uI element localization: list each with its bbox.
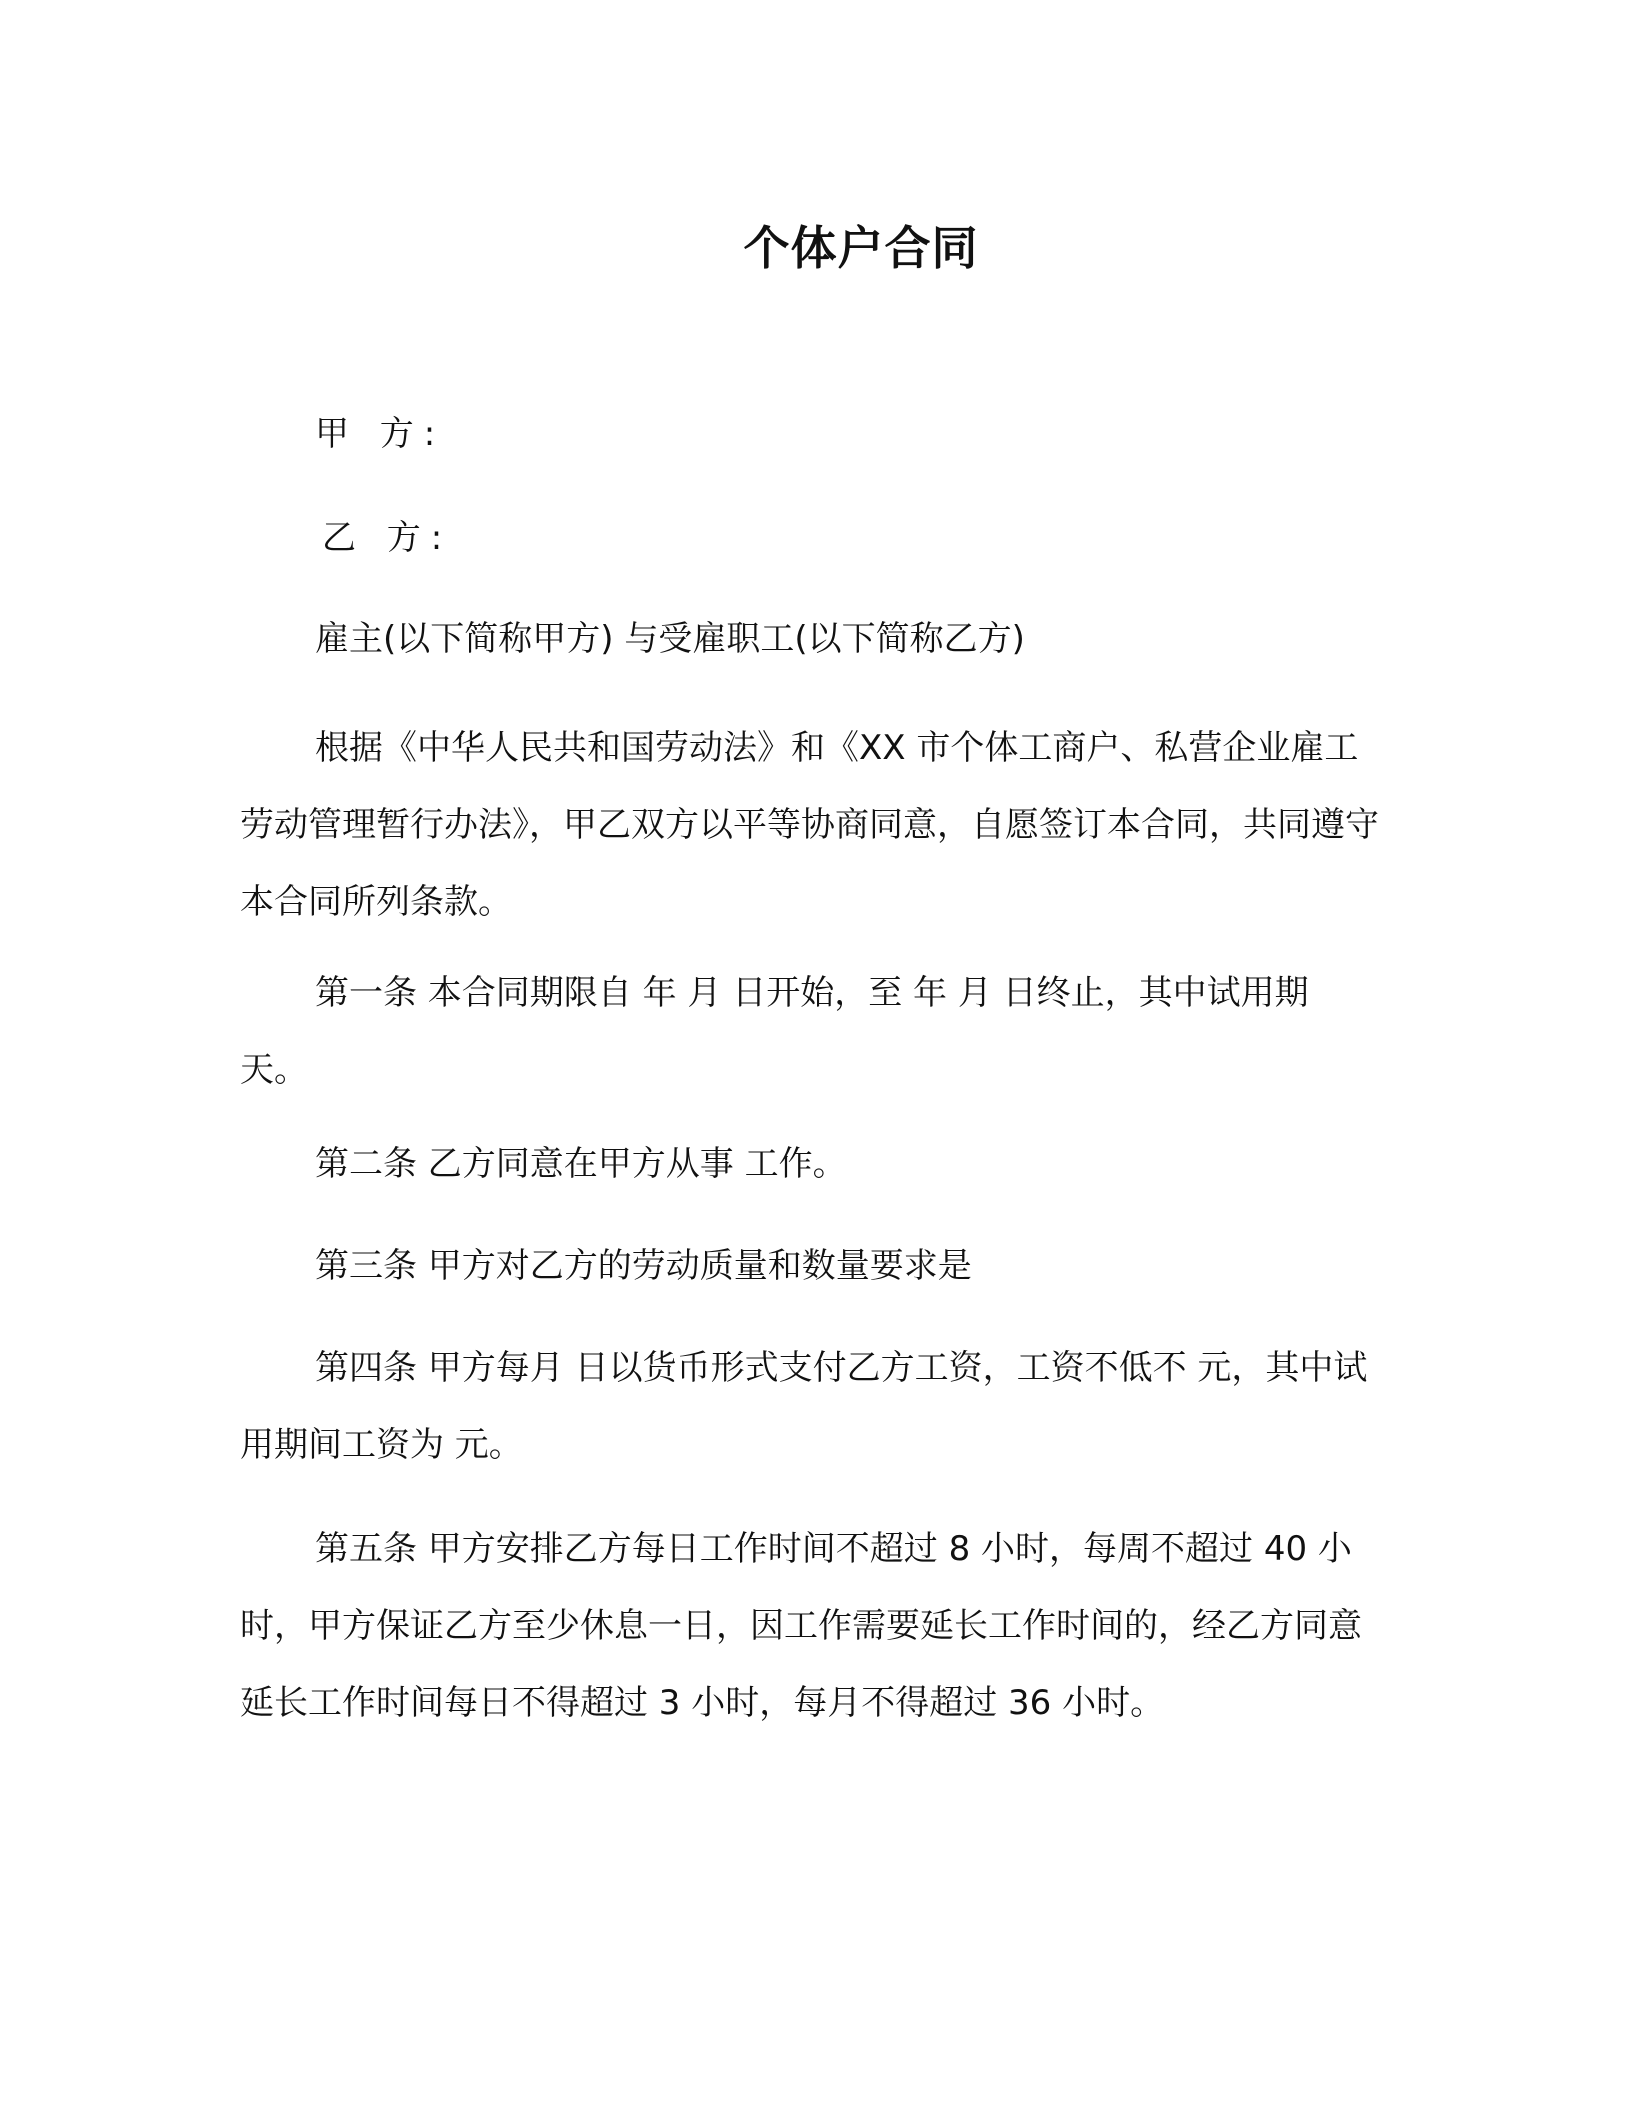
intro-paragraph: 雇主(以下简称甲方) 与受雇职工(以下简称乙方) xyxy=(315,619,1025,659)
article-4: 第四条 甲方每月 日以货币形式支付乙方工资，工资不低不 元，其中试用期间工资为 元。 xyxy=(240,1348,1368,1465)
party-a-label: 甲 方: xyxy=(315,414,446,454)
article-1: 第一条 本合同期限自 年 月 日开始，至 年 月 日终止，其中试用期 天。 xyxy=(240,973,1309,1090)
article-3: 第三条 甲方对乙方的劳动质量和数量要求是 xyxy=(315,1246,972,1286)
article-2: 第二条 乙方同意在甲方从事 工作。 xyxy=(315,1144,847,1184)
party-b-label: 乙 方: xyxy=(322,518,453,558)
basis-paragraph: 根据《中华人民共和国劳动法》和《XX 市个体工商户、私营企业雇工劳动管理暂行办法》，甲乙双方以平等协商同意，自愿签订本合同，共同遵守本合同所列条款。 xyxy=(240,728,1379,922)
article-5: 第五条 甲方安排乙方每日工作时间不超过 8 小时，每周不超过 40 小时，甲方保证乙方至少休息一日，因工作需要延长工作时间的，经乙方同意延长工作时间每日不得超过 3 小时，每月不得超过 36 小时。 xyxy=(240,1529,1362,1723)
document-title: 个体户合同 xyxy=(743,221,979,275)
